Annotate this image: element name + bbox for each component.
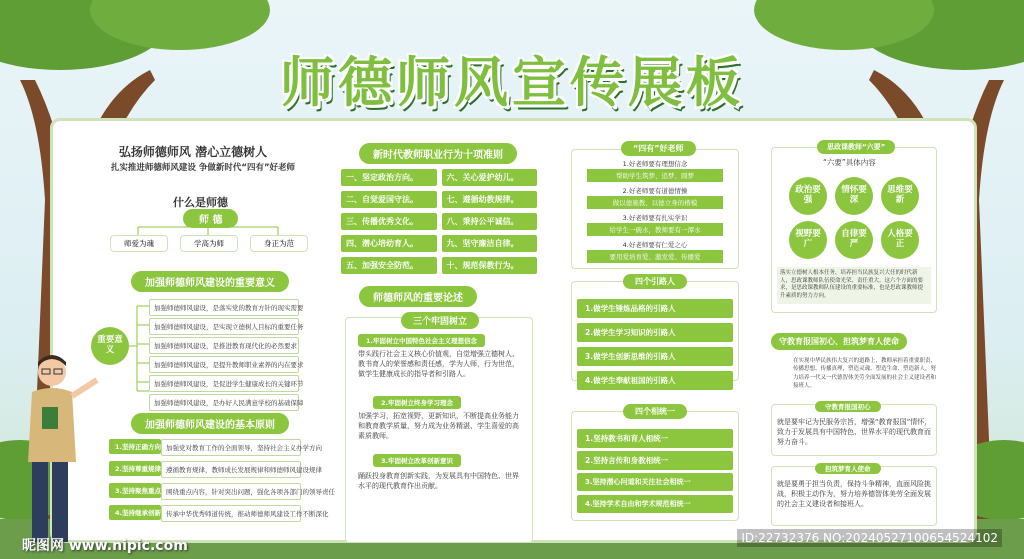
p2-text: 就是要勇于担当负责，保持斗争精神，直面风险挑战，积极主动作为，努力培养德智体美劳全面发展的社会主义建设者和接班人。: [777, 480, 931, 509]
good-teacher-text: 做以德施教、以德立身的楷模: [587, 196, 723, 209]
rule-item: 二、自觉爱国守法。: [341, 191, 437, 208]
three-head-2: 2.牢固树立终身学习理念: [373, 396, 461, 409]
rule-item: 九、坚守廉洁自律。: [442, 235, 538, 252]
three-head-1: 1.牢固树立中国特色社会主义理想信念: [358, 334, 485, 347]
rule-item: 一、坚定政治方向。: [341, 169, 437, 186]
unity-item-3: 3.坚持潜心问道和关注社会相统一: [577, 473, 733, 491]
six-subtitle: “六要”具体内容: [823, 158, 876, 167]
significance-item-6: 加强师德师风建设，是办好人民满意学校的基础保障: [149, 394, 299, 411]
good-teacher-head: 1.好老师要有理想信念: [622, 160, 688, 168]
six-text: 落实立德树人根本任务，培养担当民族复兴大任的时代新人，思政课教师队伍使命光荣、责任重大。这六个方面的要求，是思政课教师队伍建设的重要标准，也是思政课教师提升素质的努力方向。: [777, 267, 931, 304]
guide-item-4: 4.做学生奉献祖国的引路人: [577, 371, 733, 390]
good-teacher-head: 3.好老师要有扎实学识: [622, 214, 688, 222]
three-text-2: 加强学习，拓宽视野，更新知识，不断提高业务能力和教育教学质量，努力成为业务精湛、学生喜爱的高素质教师。: [358, 412, 519, 441]
rules-title: 新时代教师职业行为十项准则: [359, 143, 517, 164]
rule-item: 七、遵循幼教规律。: [442, 191, 538, 208]
teacher-illustration: [22, 352, 102, 552]
page-title: 师德师风宣传展板: [280, 51, 744, 114]
principle-val-2: 遵循教育规律，教师成长发展规律和师德师风建设规律: [161, 461, 301, 478]
what-center: 师 德: [183, 209, 238, 228]
display-board: [50, 118, 977, 543]
unity-item-1: 1.坚持教书和育人相统一: [577, 429, 733, 448]
discussion-title: 师德师风的重要论述: [359, 286, 477, 307]
six-item-1: 政治要强: [789, 177, 827, 215]
watermark-site: 昵图网 www.nipic.com: [22, 538, 188, 554]
rule-item: 八、秉持公平诚信。: [442, 213, 538, 230]
six-item-5: 自律要严: [835, 221, 873, 259]
what-item-2: 学高为师: [180, 235, 238, 252]
good-teacher-text: 要用爱培育爱、激发爱、传播爱: [587, 250, 723, 263]
p1-text: 就是要牢记为民服务宗旨，增强“教育报国”情怀，致力于发展具有中国特色、世界水平的现代教育而努力奋斗。: [777, 418, 932, 447]
watermark-id: ID:22732376 NO:20240527100654524102: [737, 529, 1002, 547]
rule-item: 六、关心爱护幼儿。: [442, 169, 538, 186]
what-title: 什么是师德: [173, 196, 228, 209]
three-head-3: 3.牢固树立改革创新意识: [373, 454, 461, 467]
six-item-2: 情怀要深: [835, 177, 873, 215]
significance-connector: [129, 301, 149, 401]
unity-title: 四个相统一: [623, 404, 687, 419]
principles-title: 加强师德师风建设的基本原则: [131, 413, 289, 434]
what-item-3: 身正为范: [250, 235, 308, 252]
mission-text: 在实现中华民族伟大复兴的道路上，教师承担着重要职责，传播思想、传播真理，塑造灵魂、塑造生命、塑造新人，努力培养一代又一代德智体美劳全面发展的社会主义建设者和接班人。: [793, 358, 937, 389]
good-teacher-list: [573, 155, 737, 263]
principle-key-3: 3.坚持聚焦重点: [109, 483, 161, 498]
six-item-6: 人格要正: [881, 221, 919, 259]
principle-val-1: 加强党对教育工作的全面领导，坚持社会主义办学方向: [161, 439, 301, 456]
three-text-1: 带头践行社会主义核心价值观，自觉增强立德树人、教书育人的荣誉感和责任感，学为人师，行为世范，做学生健康成长的指导者和引路人。: [358, 350, 519, 379]
p2-title: 担筑梦育人使命: [815, 463, 881, 474]
what-item-1: 师爱为魂: [110, 235, 168, 252]
unity-item-2: 2.坚持言传和身教相统一: [577, 451, 733, 470]
guide-item-1: 1.做学生锤炼品格的引路人: [577, 299, 733, 318]
unity-item-4: 4.坚持学术自由和学术规范相统一: [577, 495, 733, 513]
principle-key-4: 4.坚持继承创新: [109, 505, 161, 520]
significance-center: 重要意义: [91, 327, 129, 365]
good-teacher-head: 4.好老师要有仁爱之心: [622, 241, 688, 249]
six-item-4: 视野要广: [789, 221, 827, 259]
good-teacher-title: “四有”好老师: [621, 141, 696, 156]
significance-item-1: 加强师德师风建设，是落实党的教育方针的现实需要: [149, 299, 299, 316]
principle-key-2: 2.坚持尊重规律: [109, 461, 161, 476]
p1-title: 守教育报国初心: [815, 401, 881, 412]
good-teacher-text: 给学生一碗水，教师要有一潭水: [587, 223, 723, 236]
rules-grid: [341, 169, 537, 274]
principle-key-1: 1.坚持正确方向: [109, 439, 161, 454]
significance-item-5: 加强师德师风建设，是促进学生健康成长的关键环节: [149, 375, 299, 392]
significance-item-3: 加强师德师风建设，是推进教育现代化的必然要求: [149, 337, 299, 354]
principle-val-4: 传承中华优秀师道传统，推动师德师风建设工作不断深化: [161, 505, 301, 522]
six-item-3: 思维要新: [881, 177, 919, 215]
three-text-3: 踊跃投身教育创新实践，为发展具有中国特色、世界水平的现代教育作出贡献。: [358, 472, 519, 491]
guide-item-3: 3.做学生创新思维的引路人: [577, 347, 733, 366]
good-teacher-text: 帮助学生筑梦、追梦、圆梦: [587, 169, 723, 182]
rule-item: 五、加强安全防范。: [341, 257, 437, 274]
principle-val-3: 围绕重点内容，针对突出问题，强化各项各部门的领导责任: [161, 483, 301, 500]
good-teacher-head: 2.好老师要有道德情操: [622, 187, 688, 195]
significance-item-4: 加强师德师风建设，是提升教师职业素养的内在要求: [149, 356, 299, 373]
left-headline: 弘扬师德师风 潜心立德树人: [118, 145, 268, 159]
mission-title: 守教育报国初心、担筑梦育人使命: [771, 333, 907, 350]
significance-item-2: 加强师德师风建设，是实现立德树人目标的重要任务: [149, 318, 299, 335]
three-title: 三个牢固树立: [401, 312, 479, 329]
guide-item-2: 2.做学生学习知识的引路人: [577, 323, 733, 342]
guide-title: 四个引路人: [623, 274, 687, 289]
six-title: 思政课教师“六要”: [817, 140, 895, 154]
rule-item: 十、规范保教行为。: [442, 257, 538, 274]
left-subline: 扎实推进师德师风建设 争做新时代“四有”好老师: [110, 163, 296, 173]
rule-item: 四、潜心培幼育人。: [341, 235, 437, 252]
rule-item: 三、传播优秀文化。: [341, 213, 437, 230]
significance-title: 加强师德师风建设的重要意义: [131, 271, 289, 292]
